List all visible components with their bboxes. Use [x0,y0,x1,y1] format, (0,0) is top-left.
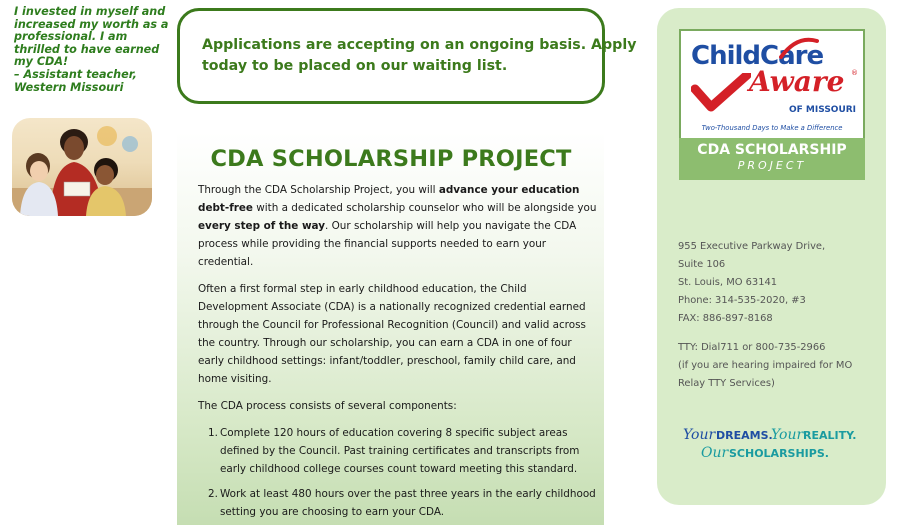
phone-line: Phone: 314-535-2020, #3 [678,295,806,306]
tty-line: TTY: Dial711 or 800-735-2966 [678,342,826,353]
text-line: early childhood college courses count toward meeting this standard. [220,463,578,475]
quote-attribution: – Assistant teacher, [14,67,137,81]
text-line: The CDA process consists of several components: [198,400,457,412]
list-number: 2. [208,488,218,500]
slogan-scholarships: SCHOLARSHIPS. [729,447,829,460]
contact-card [657,8,886,505]
intro-paragraph [198,181,597,271]
quote-line: thrilled to have earned [14,42,160,56]
address-line: Suite 106 [678,259,726,270]
application-notice [177,8,637,104]
tty-line: (if you are hearing impaired for MO [678,360,853,371]
logo-strip-subtitle: PROJECT [737,159,807,172]
list-number: 1. [208,427,218,439]
page-title: CDA SCHOLARSHIP PROJECT [210,146,572,172]
tty-line: Relay TTY Services) [678,378,775,389]
main-content-panel [177,132,604,525]
list-item [198,424,604,478]
childcare-aware-logo[interactable] [679,29,865,180]
text-line: setting you are choosing to earn your CDA. [220,506,445,518]
teacher-children-photo [12,118,152,216]
text-line: Often a first formal step in early childhood education, the Child [198,283,527,295]
components-list [198,424,604,521]
slogan-your: Your [771,427,804,443]
text-line: defined by the Council. Past training certificates and transcripts from [220,445,580,457]
quote-location: Western Missouri [14,80,124,94]
logo-tagline: Two-Thousand Days to Make a Difference [701,124,843,132]
text-line: early childhood settings: infant/toddler, preschool, family child care, and [198,355,576,367]
text-bold: every step of the way [198,220,326,232]
slogan-graphic [683,421,863,465]
text-line: Development Associate (CDA) is a nationally recognized credential earned [198,301,586,313]
notice-line: Applications are accepting on an ongoing basis. Apply [202,37,637,53]
text-line: the country. Through our scholarship, you can earn a CDA in one of four [198,337,572,349]
slogan-your: Your [683,427,716,443]
logo-strip [679,138,865,180]
text-line: Work at least 480 hours over the past three years in the early childhood [220,488,596,500]
slogan-dreams: DREAMS. [716,429,773,442]
checkmark-icon [691,73,751,113]
text-bold: debt-free [198,202,253,214]
text-span: . Our scholarship will help you navigate the CDA [325,220,577,232]
text-line: through the Council for Professional Recognition (Council) and valid across [198,319,586,331]
photo-illustration [12,118,152,216]
text-line: process while providing the financial supports needed to earn your [198,238,547,250]
components-intro [198,397,593,415]
text-line: Complete 120 hours of education covering 8 specific subject areas [220,427,568,439]
text-bold: advance your education [438,184,580,196]
address-line: 955 Executive Parkway Drive, [678,241,826,252]
address-line: St. Louis, MO 63141 [678,277,778,288]
quote-line: I invested in myself and [14,5,166,18]
registered-mark: ® [851,69,858,77]
text-line: home visiting. [198,373,272,385]
quote-line: my CDA! [14,55,69,69]
logo-brand-aware: Aware [749,65,845,98]
quote-line: professional. I am [14,30,128,44]
contact-info [678,238,852,393]
cda-description-paragraph [198,280,593,388]
slogan-reality: REALITY. [803,429,857,442]
logo-state: OF MISSOURI [789,105,857,115]
text-line: credential. [198,256,254,268]
logo-strip-title: CDA SCHOLARSHIP [697,142,847,158]
notice-line: today to be placed on our waiting list. [202,58,508,74]
testimonial-quote [14,5,169,94]
logo-brand-childcare: ChildCare [691,41,824,71]
list-item [198,485,604,521]
slogan-our: Our [701,445,729,461]
fax-line: FAX: 886-897-8168 [678,313,773,324]
text-span: Through the CDA Scholarship Project, you will [198,184,439,196]
swoosh-icon [779,37,819,61]
quote-line: increased my worth as a [14,17,169,31]
text-span: with a dedicated scholarship counselor who will be alongside you [252,202,597,214]
